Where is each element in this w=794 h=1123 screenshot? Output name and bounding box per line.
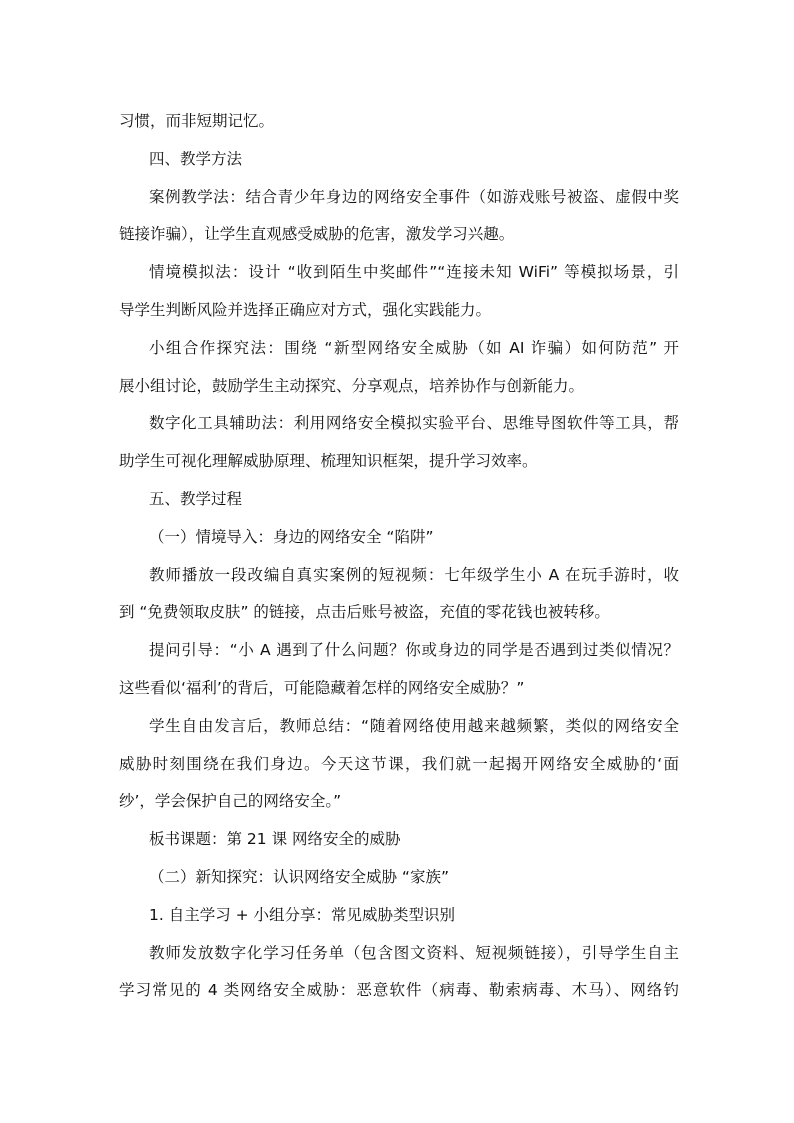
text-line: 展小组讨论，鼓励学生主动探究、分享观点，培养协作与创新能力。 bbox=[119, 376, 585, 395]
text-line: 情境模拟法：设计 “收到陌生中奖邮件”“连接未知 WiFi” 等模拟场景，引 bbox=[149, 263, 679, 282]
text-line: （二）新知探究：认识网络安全威胁 “家族” bbox=[149, 867, 449, 886]
text-line: 五、教学过程 bbox=[149, 489, 243, 508]
document-body bbox=[119, 103, 679, 1010]
text-line: 提问引导：“小 A 遇到了什么问题？你或身边的同学是否遇到过类似情况？ bbox=[149, 641, 679, 660]
text-line: 导学生判断风险并选择正确应对方式，强化实践能力。 bbox=[119, 300, 492, 319]
text-line: 纱’，学会保护自己的网络安全。” bbox=[119, 792, 342, 811]
text-line: 1. 自主学习 + 小组分享：常见威胁类型识别 bbox=[149, 905, 456, 924]
text-line: 助学生可视化理解威胁原理、梳理知识框架，提升学习效率。 bbox=[119, 452, 538, 471]
text-line: 教师播放一段改编自真实案例的短视频：七年级学生小 A 在玩手游时，收 bbox=[149, 565, 679, 584]
text-line: 四、教学方法 bbox=[149, 149, 243, 168]
text-line: 习惯，而非短期记忆。 bbox=[119, 112, 275, 130]
text-line: 学习常见的 4 类网络安全威胁：恶意软件（病毒、勒索病毒、木马）、网络钓 bbox=[119, 981, 679, 1000]
text-line: 数字化工具辅助法：利用网络安全模拟实验平台、思维导图软件等工具，帮 bbox=[149, 414, 679, 433]
text-line: 案例教学法：结合青少年身边的网络安全事件（如游戏账号被盗、虚假中奖 bbox=[149, 187, 679, 206]
text-line: 板书课题：第 21 课 网络安全的威胁 bbox=[149, 830, 401, 849]
text-line: 学生自由发言后，教师总结：“随着网络使用越来越频繁，类似的网络安全 bbox=[149, 716, 679, 735]
text-line: 小组合作探究法：围绕 “新型网络安全威胁（如 AI 诈骗）如何防范” 开 bbox=[149, 338, 679, 357]
text-line: （一）情境导入：身边的网络安全 “陷阱” bbox=[149, 527, 434, 546]
text-line: 教师发放数字化学习任务单（包含图文资料、短视频链接），引导学生自主 bbox=[149, 943, 679, 962]
text-line: 这些看似‘福利’的背后，可能隐藏着怎样的网络安全威胁？” bbox=[119, 678, 525, 697]
text-line: 威胁时刻围绕在我们身边。今天这节课，我们就一起揭开网络安全威胁的‘面 bbox=[119, 754, 679, 773]
text-line: 链接诈骗），让学生直观感受威胁的危害，激发学习兴趣。 bbox=[119, 225, 515, 244]
text-line: 到 “免费领取皮肤” 的链接，点击后账号被盗，充值的零花钱也被转移。 bbox=[119, 603, 610, 622]
